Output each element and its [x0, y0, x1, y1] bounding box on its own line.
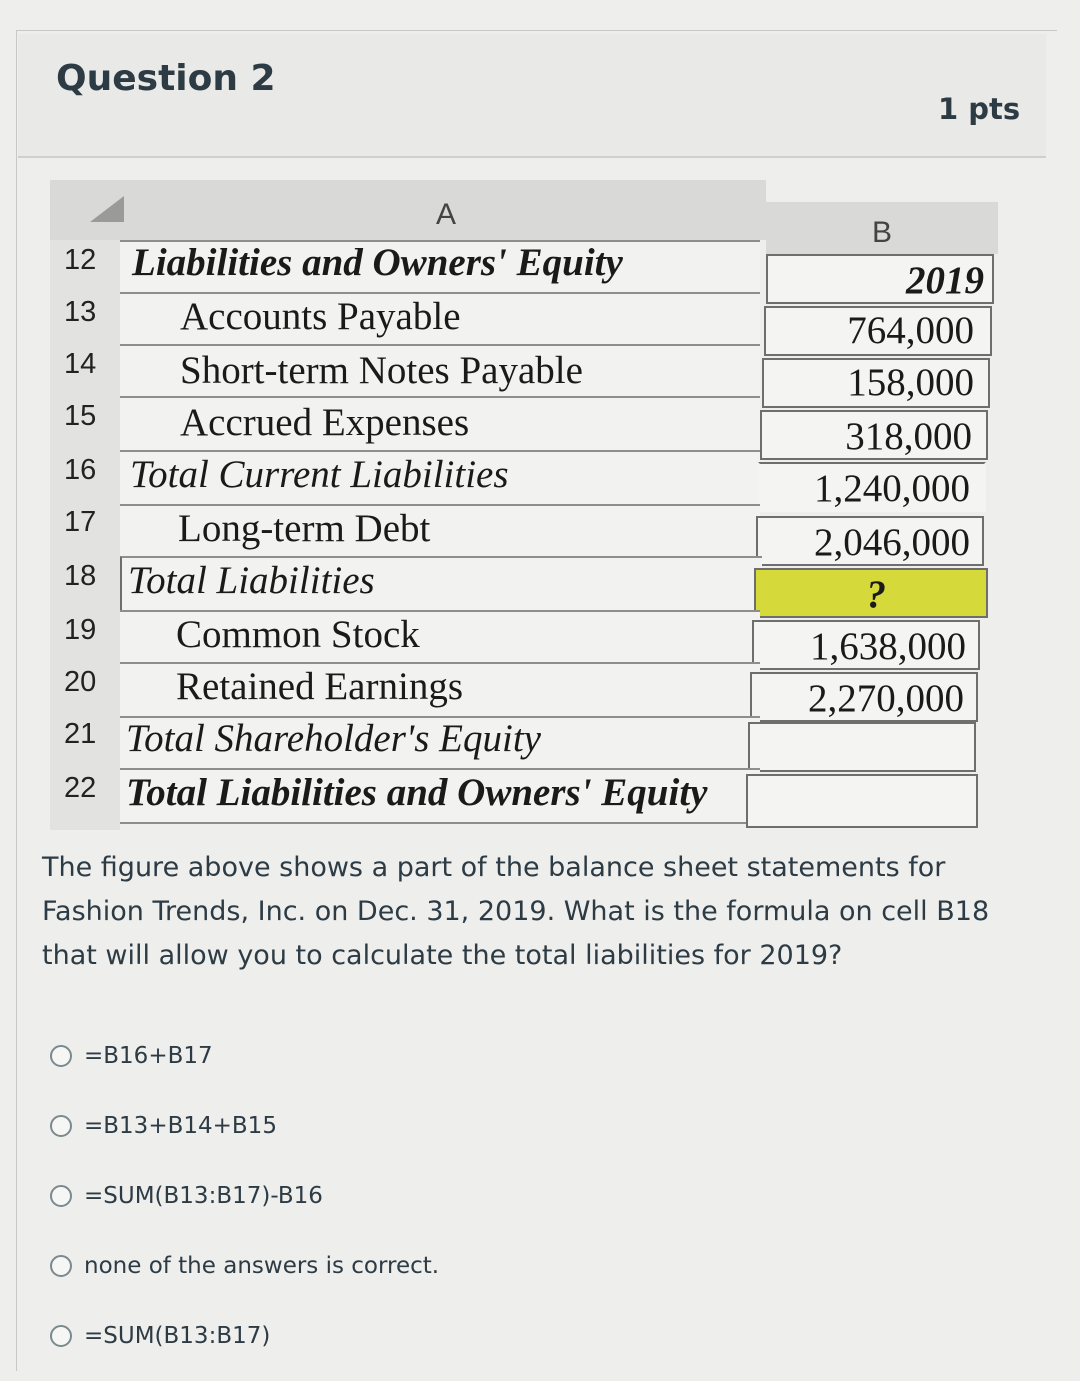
row-number: 13	[64, 296, 97, 328]
row-number: 14	[64, 348, 97, 380]
cell-a15-text: Accrued Expenses	[180, 401, 470, 444]
cell-b14-text: 158,000	[847, 361, 974, 404]
column-header-a	[50, 180, 766, 240]
column-letter-b: B	[872, 216, 893, 249]
cell-a20-text: Retained Earnings	[176, 665, 463, 708]
radio-button[interactable]	[50, 1045, 72, 1067]
cell-a14-text: Short-term Notes Payable	[180, 349, 583, 392]
answer-label: none of the answers is correct.	[84, 1253, 440, 1279]
cell-b18-text: ?	[866, 573, 886, 616]
row-number: 15	[64, 400, 97, 432]
answer-label: =B16+B17	[84, 1043, 213, 1069]
row-number: 12	[64, 244, 97, 276]
cell-b21	[748, 722, 976, 772]
cell-b13-text: 764,000	[847, 309, 974, 352]
cell-b17-text: 2,046,000	[814, 521, 970, 564]
question-prompt: The figure above shows a part of the balance sheet statements for Fashion Trends, Inc. on Dec. 31, 2019. What is the formula on cell B18 that will allow you to calculate the total liabilities for 2019?	[42, 852, 990, 971]
cell-b15-text: 318,000	[845, 415, 972, 458]
points-label: 1 pts	[938, 92, 1021, 126]
row-number: 18	[64, 560, 97, 592]
answer-option-5[interactable]	[50, 1316, 270, 1356]
answer-label: =B13+B14+B15	[84, 1113, 277, 1139]
row-number: 17	[64, 506, 97, 538]
column-letter-a: A	[436, 198, 457, 231]
cell-b12-text: 2019	[906, 259, 984, 302]
cell-a17-text: Long-term Debt	[178, 507, 431, 550]
radio-button[interactable]	[50, 1185, 72, 1207]
radio-button[interactable]	[50, 1255, 72, 1277]
cell-a12-text: Liabilities and Owners' Equity	[132, 241, 623, 284]
answer-option-1[interactable]	[50, 1036, 213, 1076]
cell-a19-text: Common Stock	[176, 613, 420, 656]
question-title: Question 2	[56, 58, 276, 99]
row-number: 16	[64, 454, 97, 486]
row-number: 21	[64, 718, 97, 750]
select-all-corner	[90, 196, 124, 222]
radio-button[interactable]	[50, 1325, 72, 1347]
cell-a16-text: Total Current Liabilities	[130, 453, 509, 496]
row-number: 22	[64, 772, 97, 804]
row-number: 19	[64, 614, 97, 646]
cell-a13-text: Accounts Payable	[180, 295, 461, 338]
cell-b22	[746, 774, 978, 828]
answer-option-2[interactable]	[50, 1106, 277, 1146]
cell-a22-text: Total Liabilities and Owners' Equity	[126, 771, 708, 814]
cell-b16-text: 1,240,000	[814, 467, 970, 510]
answer-label: =SUM(B13:B17)-B16	[84, 1183, 323, 1209]
cell-a18-text: Total Liabilities	[128, 559, 375, 602]
answer-label: =SUM(B13:B17)	[84, 1323, 271, 1349]
answer-option-3[interactable]	[50, 1176, 323, 1216]
answer-option-4[interactable]	[50, 1246, 439, 1286]
row-number: 20	[64, 666, 97, 698]
cell-b20-text: 2,270,000	[808, 677, 964, 720]
cell-b19-text: 1,638,000	[810, 625, 966, 668]
cell-a21-text: Total Shareholder's Equity	[126, 717, 541, 760]
radio-button[interactable]	[50, 1115, 72, 1137]
